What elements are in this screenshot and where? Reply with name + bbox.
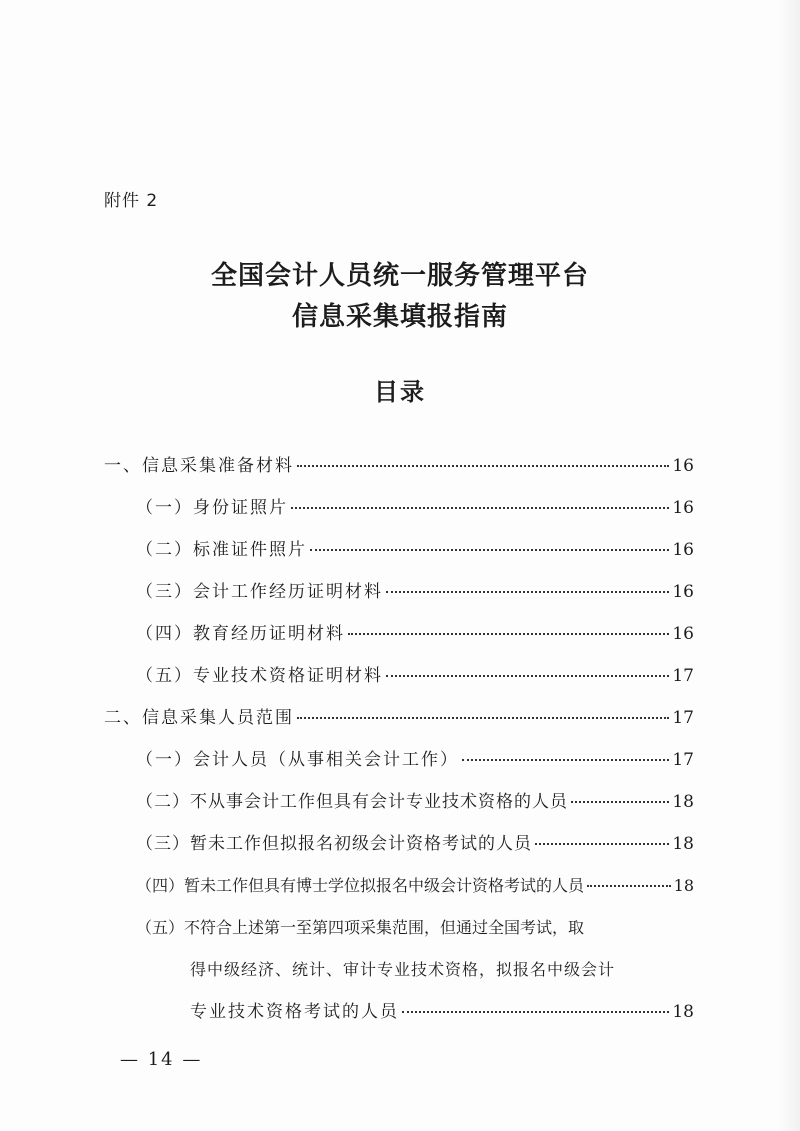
toc-entry-label: （二）不从事会计工作但具有会计专业技术资格的人员 (136, 792, 568, 812)
toc-entry-label: （四）暂未工作但具有博士学位拟报名中级会计资格考试的人员 (136, 876, 585, 895)
page-number: — 14 — (120, 1049, 203, 1070)
toc-entry-page: 18 (673, 876, 694, 895)
toc-entry-section-1-5[interactable] (136, 665, 694, 689)
scan-edge-shadow (778, 0, 800, 1131)
dot-leader (571, 801, 669, 803)
toc-entry-page: 18 (672, 834, 694, 854)
toc-entry-section-1-2[interactable] (136, 539, 694, 563)
toc-entry-section-2-5-line1[interactable]: （五）不符合上述第一至第四项采集范围，但通过全国考试，取 (136, 918, 585, 937)
toc-entry-section-1-3[interactable] (136, 581, 694, 605)
dot-leader (462, 759, 669, 761)
toc-entry-page: 16 (672, 498, 694, 518)
toc-entry-label: （三）会计工作经历证明材料 (136, 582, 383, 602)
dot-leader (587, 885, 671, 887)
dot-leader (310, 549, 669, 551)
attachment-label: 附件 2 (104, 191, 159, 211)
toc-entry-page: 16 (672, 624, 694, 644)
toc-entry-label: 专业技术资格考试的人员 (190, 1002, 399, 1022)
dot-leader (386, 675, 669, 677)
dot-leader (386, 591, 669, 593)
dot-leader (291, 507, 669, 509)
toc-entry-label: （二）标准证件照片 (136, 540, 307, 560)
toc-entry-label: （一）会计人员（从事相关会计工作） (136, 750, 459, 770)
toc-entry-page: 17 (672, 708, 694, 728)
toc-entry-section-2-1[interactable] (136, 749, 694, 773)
toc-entry-section-2-3[interactable] (136, 833, 694, 857)
dot-leader (402, 1011, 669, 1013)
toc-entry-page: 16 (672, 456, 694, 476)
toc-entry-page: 17 (672, 666, 694, 686)
toc-entry-label: 二、信息采集人员范围 (104, 708, 294, 728)
toc-entry-page: 16 (672, 582, 694, 602)
toc-entry-section-1[interactable] (104, 455, 694, 479)
toc-heading: 目录 (374, 378, 426, 406)
dot-leader (297, 717, 669, 719)
toc-entry-section-2-5-line2[interactable]: 得中级经济、统计、审计专业技术资格，拟报名中级会计 (190, 960, 616, 979)
toc-entry-section-2-4[interactable] (136, 875, 694, 899)
toc-entry-page: 17 (672, 750, 694, 770)
toc-entry-label: （五）专业技术资格证明材料 (136, 666, 383, 686)
document-title-line1: 全国会计人员统一服务管理平台 (210, 261, 589, 291)
toc-entry-section-2-5[interactable] (190, 1001, 694, 1025)
toc-entry-section-2[interactable] (104, 707, 694, 731)
toc-entry-page: 16 (672, 540, 694, 560)
document-title-line2: 信息采集填报指南 (291, 302, 508, 332)
toc-entry-section-2-2[interactable] (136, 791, 694, 815)
toc-entry-page: 18 (672, 792, 694, 812)
toc-entry-label: （一）身份证照片 (136, 498, 288, 518)
toc-entry-section-1-1[interactable] (136, 497, 694, 521)
toc-entry-label: （三）暂未工作但拟报名初级会计资格考试的人员 (136, 834, 532, 854)
dot-leader (535, 843, 669, 845)
dot-leader (297, 465, 669, 467)
toc-entry-label: 一、信息采集准备材料 (104, 456, 294, 476)
toc-entry-label: （四）教育经历证明材料 (136, 624, 345, 644)
toc-entry-section-1-4[interactable] (136, 623, 694, 647)
toc-entry-page: 18 (672, 1002, 694, 1022)
dot-leader (348, 633, 669, 635)
